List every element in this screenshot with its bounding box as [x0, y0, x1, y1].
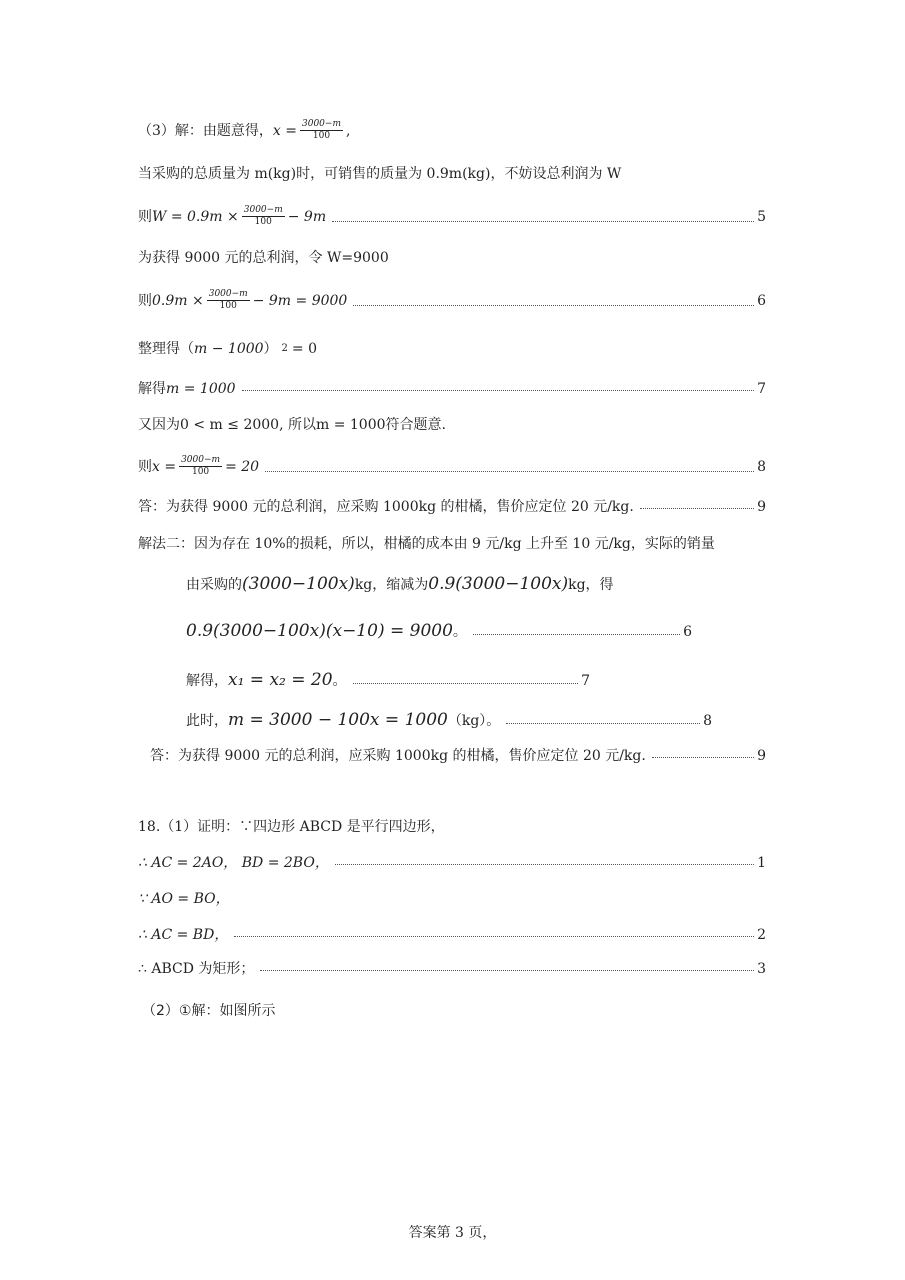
line-ao-bo — [138, 892, 766, 906]
text: kg，缩减为 — [354, 576, 429, 593]
text: 由采购的 — [186, 576, 242, 593]
frac-top: 3000−m — [208, 289, 248, 299]
math: x = — [152, 458, 177, 475]
math: m = 3000 − 100x = 1000 — [228, 710, 448, 730]
text: 答：为获得 9000 元的总利润，应采购 1000kg 的柑橘，售价应定位 20 元/kg. — [150, 748, 646, 764]
fraction — [300, 120, 343, 141]
line-solve-x — [138, 456, 766, 477]
math: 0.9(3000−100x) — [428, 574, 569, 594]
line-part2-figure — [142, 1004, 770, 1018]
math: x₁ = x₂ = 20 — [228, 670, 333, 690]
text: 当采购的总质量为 m(kg)时，可销售的质量为 0.9m(kg)，不妨设总利润为 W — [138, 166, 622, 182]
line-simplify — [138, 342, 766, 356]
text: kg，得 — [568, 576, 614, 593]
math: = 20 — [225, 458, 260, 475]
fraction — [179, 456, 222, 477]
dot-leader — [506, 723, 700, 724]
frac-top: 3000−m — [243, 205, 283, 215]
math: (3000−100x) — [242, 574, 355, 594]
math: 0.9m × — [152, 292, 204, 309]
score-point: 9 — [757, 748, 766, 764]
score-point: 5 — [757, 208, 766, 225]
text: 则 — [138, 458, 152, 475]
dot-leader — [640, 508, 754, 509]
math: m = 1000 — [166, 381, 236, 397]
math: 0.9(3000−100x)(x−10) = 9000 — [186, 621, 453, 641]
score-point: 6 — [757, 292, 766, 309]
page-footer: 答案第 3 页， — [408, 1225, 497, 1241]
line-q18-proof — [138, 820, 766, 834]
line-answer-1 — [138, 500, 766, 514]
text: 解得 — [138, 381, 166, 397]
text: ∴ ABCD 为矩形； — [138, 961, 255, 977]
math: x = — [272, 122, 297, 139]
text: 答：为获得 9000 元的总利润，应采购 1000kg 的柑橘，售价应定位 20 元/kg. — [138, 499, 634, 515]
line-range-check — [138, 418, 766, 432]
line-sales-reduce — [186, 576, 766, 593]
text: 则 — [138, 292, 152, 309]
dot-leader — [260, 970, 754, 971]
frac-bottom: 100 — [312, 131, 331, 141]
line-m-value — [186, 712, 712, 729]
text: （2）①解：如图所示 — [142, 1003, 276, 1019]
dot-leader — [234, 936, 754, 937]
exponent: 2 — [281, 343, 288, 354]
math: − 9m — [287, 208, 327, 225]
line-answer-2 — [150, 749, 766, 763]
line-profit-formula — [138, 206, 766, 227]
text: 则 — [138, 208, 152, 225]
text: 又因为0 < m ≤ 2000, 所以m = 1000符合题意. — [138, 417, 446, 433]
math: − 9m = 9000 — [252, 292, 348, 309]
dot-leader — [473, 634, 680, 635]
frac-top: 3000−m — [181, 455, 221, 465]
text: 此时， — [186, 712, 228, 729]
frac-bottom: 100 — [219, 301, 237, 311]
score-point: 7 — [757, 381, 766, 397]
line-ac-bd — [138, 856, 766, 870]
frac-top: 3000−m — [302, 119, 341, 129]
math: m − 1000 — [194, 341, 264, 357]
dot-leader — [353, 683, 579, 684]
text: （3）解：由题意得， — [138, 122, 273, 139]
text: 18.（1）证明：∵四边形 ABCD 是平行四边形， — [138, 819, 445, 835]
text: 解法二：因为存在 10%的损耗，所以，柑橘的成本由 9 元/kg 上升至 10 元/kg，实际的销量 — [138, 536, 715, 552]
line-part3-given — [138, 120, 766, 141]
frac-bottom: 100 — [254, 217, 272, 227]
line-solve-two — [186, 672, 590, 689]
text: 整理得（ — [138, 341, 194, 357]
score-point: 6 — [683, 623, 692, 640]
score-point: 3 — [757, 961, 766, 977]
score-point: 8 — [757, 458, 766, 475]
line-method-two — [138, 537, 766, 551]
line-rectangle — [138, 962, 766, 976]
score-point: 1 — [757, 855, 766, 871]
text: 。 — [452, 623, 467, 640]
text: （kg）。 — [447, 712, 501, 729]
line-mass-setup — [138, 167, 766, 181]
fraction — [207, 290, 250, 311]
text: , — [345, 122, 351, 139]
dot-leader — [265, 471, 754, 472]
dot-leader — [335, 864, 754, 865]
score-point: 7 — [581, 672, 590, 689]
fraction — [242, 206, 285, 227]
math: ∵ AO = BO， — [138, 891, 230, 907]
line-equation — [138, 290, 766, 311]
text: 解得， — [186, 672, 228, 689]
frac-bottom: 100 — [191, 467, 210, 477]
line-target-profit — [138, 251, 766, 265]
line-solve-m — [138, 382, 766, 396]
math: ∴ AC = 2AO， BD = 2BO， — [138, 855, 329, 871]
score-point: 9 — [757, 499, 766, 515]
dot-leader — [332, 221, 754, 222]
text: 为获得 9000 元的总利润，令 W=9000 — [138, 250, 389, 266]
text: 。 — [332, 672, 347, 689]
line-ac-eq-bd — [138, 928, 766, 942]
text: ） — [263, 341, 278, 357]
score-point: 8 — [703, 712, 712, 729]
dot-leader — [652, 757, 754, 758]
math: W = 0.9m × — [152, 208, 239, 225]
math: ∴ AC = BD， — [138, 927, 229, 943]
dot-leader — [242, 390, 755, 391]
math: = 0 — [291, 341, 318, 357]
dot-leader — [353, 305, 754, 306]
line-equation-two — [186, 623, 692, 640]
score-point: 2 — [757, 927, 766, 943]
